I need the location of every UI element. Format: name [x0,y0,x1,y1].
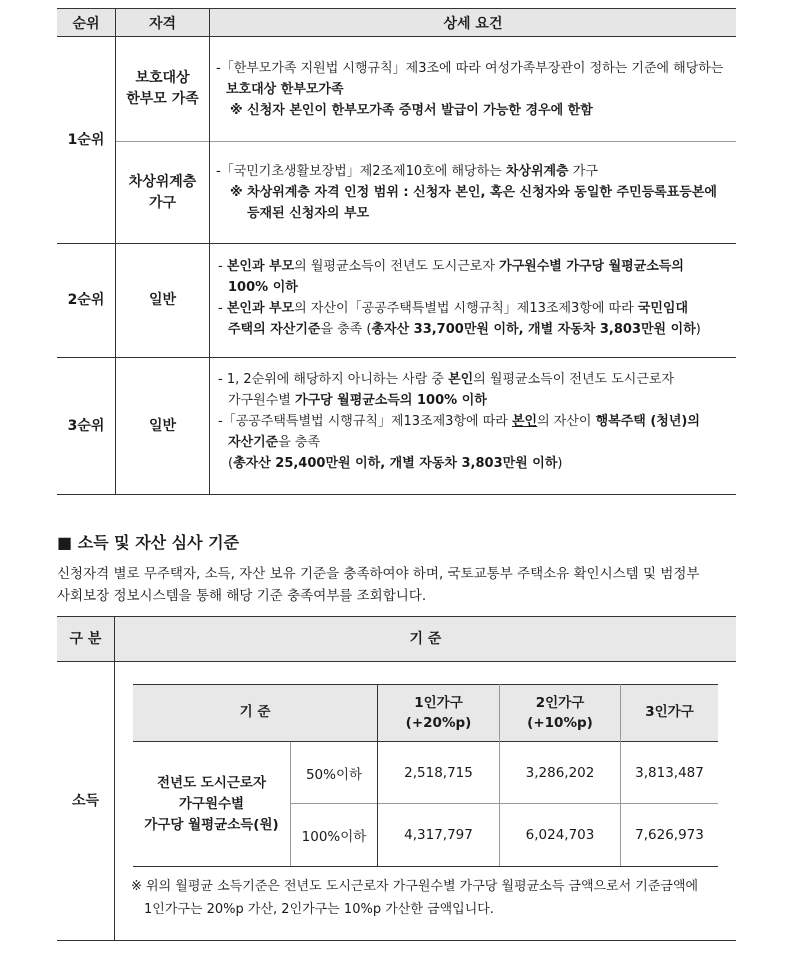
divider [133,866,718,867]
divider [57,616,736,617]
qualification-near-poverty [116,142,209,243]
qualification-general: 일반 [148,417,177,434]
detail-line: 100% 이하 [228,280,298,295]
income-note [131,875,698,921]
rank-3: 3순위 [67,417,105,434]
text-span: 국민임대 [637,301,689,316]
text-span: 주택의 자산기준 [228,322,321,337]
text-span: 본인과 부모 [226,301,295,316]
qualification-single-parent [116,37,209,141]
text-span: 본인과 부모 [226,259,295,274]
detail-line [218,369,734,390]
row-label-line: 전년도 도시근로자 [156,774,267,791]
divider [57,940,736,941]
value-cell: 4,317,797 [404,827,473,843]
text-span: -「공공주택특별법 시행규칙」제13조제3항에 따라 [218,414,512,429]
qualification-line: 가구 [148,194,177,211]
divider [57,494,736,495]
header-line: (+10%p) [527,714,593,731]
text-span: 가구 [568,164,598,179]
row-label-line: 가구원수별 [178,795,245,812]
description-line: 사회보장 정보시스템을 통해 해당 기준 충족여부를 조회합니다. [57,588,427,604]
detail-note: ※ 신청자 본인이 한부모가족 증명서 발급이 가능한 경우에 한함 [230,103,593,118]
level-100: 100%이하 [301,829,367,845]
section-title: ■ 소득 및 자산 심사 기준 [57,533,240,552]
text-span: ) [695,322,701,337]
header-line: 1인가구 [414,694,463,711]
qualification-line: 차상위계층 [128,173,197,190]
detail-note: ※ 차상위계층 자격 인정 범위 : 신청자 본인, 혹은 신청자와 동일한 주민등록표등본에 [230,185,717,200]
description-line: 신청자격 별로 무주택자, 소득, 자산 보유 기준을 충족하여야 하며, 국토교통부 주택소유 확인시스템 및 범정부 [57,566,700,582]
detail-rank-2 [218,256,734,340]
row-label-urban-income [133,742,290,866]
header-rank: 순위 [57,9,115,36]
rank-1: 1순위 [67,131,105,148]
detail-near-poverty [216,161,734,224]
col-header-base: 기 준 [239,704,271,720]
level-50: 50%이하 [305,766,363,783]
detail-line [218,390,734,411]
detail-line [218,298,734,319]
text-span: 총자산 33,700만원 이하, 개별 자동차 3,803만원 이하 [371,322,696,337]
divider [57,661,736,662]
col-header-1-person [378,684,499,741]
col-header-3-person: 3인가구 [645,704,694,720]
detail-line [218,256,734,277]
text-span: 총자산 25,400만원 이하, 개별 자동차 3,803만원 이하 [233,456,558,471]
rank-2: 2순위 [67,292,105,308]
value-cell: 7,626,973 [635,827,704,843]
text-span: 차상위계층 [505,164,569,179]
detail-line [218,319,734,340]
value-cell: 3,286,202 [525,764,595,781]
header-qualification: 자격 [116,9,209,36]
row-label-income: 소득 [71,792,100,809]
qualification-line: 한부모 가족 [126,91,199,107]
text-span: 가구원수별 가구당 월평균소득의 [499,259,684,274]
text-span: 을 충족 [278,435,321,450]
qualification-general: 일반 [148,292,177,308]
col-header-2-person [500,684,620,741]
text-span: 의 월평균소득이 전년도 도시근로자 [294,259,500,274]
qualification-line: 보호대상 [135,70,190,86]
detail-note: 등재된 신청자의 부모 [247,206,370,221]
text-span: 의 자산이 [537,414,596,429]
text-span: ( [228,456,234,471]
text-span: 본인 [448,372,474,387]
detail-line [218,411,734,432]
value-cell: 2,518,715 [404,764,473,781]
value-cell: 3,813,487 [635,764,704,781]
note-line: 1인가구는 20%p 가산, 2인가구는 10%p 가산한 금액입니다. [144,902,494,917]
row-label-line: 가구당 월평균소득(원) [144,816,279,833]
detail-line [218,432,734,453]
detail-line: -「한부모가족 지원법 시행규칙」제3조에 따라 여성가족부장관이 정하는 기준에 해당하는 [216,61,724,76]
divider [57,8,736,9]
text-span: - [218,259,227,274]
detail-rank-3 [218,369,734,474]
detail-line: 보호대상 한부모가족 [226,82,344,97]
detail-line [218,453,734,474]
text-span: 의 자산이「공공주택특별법 시행규칙」제13조제3항에 따라 [294,301,638,316]
text-span: 본인 [511,414,538,429]
text-span: 가구원수별 [228,393,295,408]
divider [114,617,115,940]
detail-single-parent [216,58,734,121]
text-span: - 1, 2순위에 해당하지 아니하는 사람 중 [218,372,449,387]
header-detail: 상세 요건 [210,9,736,36]
text-span: 가구당 월평균소득의 100% 이하 [294,393,487,408]
header-line: (+20%p) [405,714,472,731]
text-span: 을 충족 ( [320,322,372,337]
value-cell: 6,024,703 [525,827,595,843]
text-span: -「국민기초생활보장법」제2조제10호에 해당하는 [216,164,506,179]
text-span: ) [557,456,563,471]
header-criteria: 기 준 [409,630,442,647]
note-line: ※ 위의 월평균 소득기준은 전년도 도시근로자 가구원수별 가구당 월평균소득 금액으로서 기준금액에 [131,879,699,894]
header-category: 구 분 [69,630,102,647]
section-description [57,563,699,607]
text-span: - [218,301,227,316]
header-line: 2인가구 [535,694,585,711]
text-span: 자산기준 [228,435,279,450]
divider [209,9,210,494]
text-span: 행복주택 (청년)의 [595,414,700,429]
detail-line [216,161,734,182]
text-span: 의 월평균소득이 전년도 도시근로자 [473,372,675,387]
